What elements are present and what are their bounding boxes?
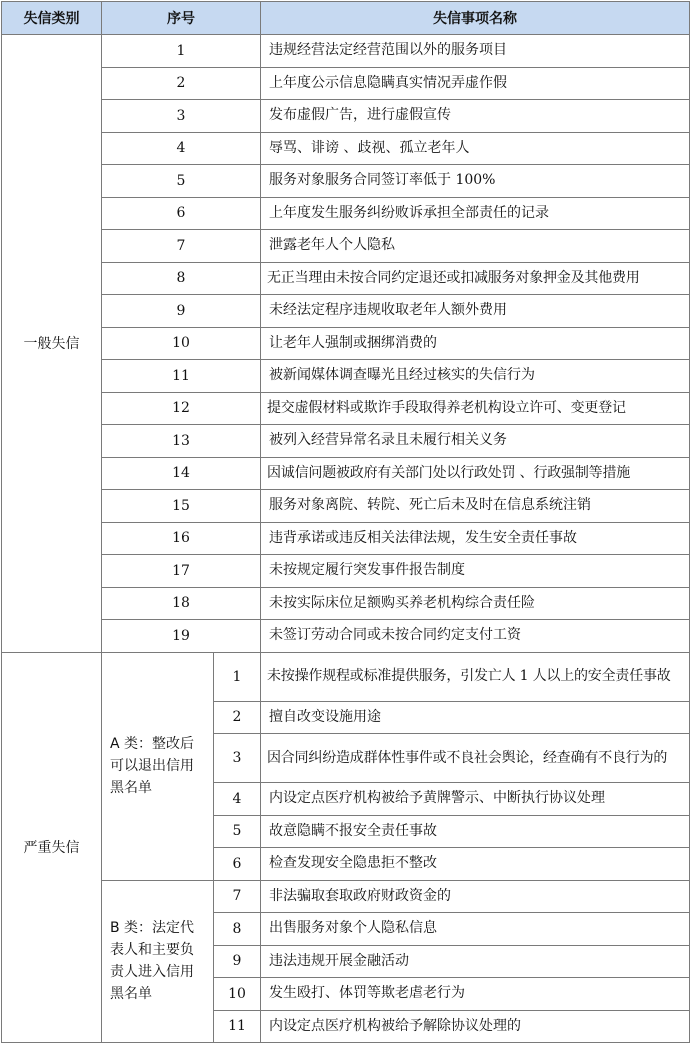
item-cell: 提交虚假材料或欺诈手段取得养老机构设立许可、变更登记 (261, 392, 690, 425)
table-row (2, 230, 690, 263)
serial-cell: 17 (102, 555, 261, 588)
serial-cell: 3 (214, 734, 261, 783)
serial-cell: 3 (102, 100, 261, 133)
table-row (2, 35, 690, 68)
item-cell: 无正当理由未按合同约定退还或扣减服务对象押金及其他费用 (261, 262, 690, 295)
serial-cell: 5 (102, 165, 261, 198)
item-cell: 泄露老年人个人隐私 (261, 230, 690, 263)
table-row (2, 490, 690, 523)
table-row (2, 262, 690, 295)
item-cell: 故意隐瞒不报安全责任事故 (261, 815, 690, 848)
item-cell: 内设定点医疗机构被给予黄牌警示、中断执行协议处理 (261, 783, 690, 816)
item-cell: 让老年人强制或捆绑消费的 (261, 327, 690, 360)
serial-cell: 6 (102, 197, 261, 230)
group-b-label: B 类：法定代表人和主要负责人进入信用黑名单 (102, 880, 214, 1043)
item-cell: 发生殴打、体罚等欺老虐老行为 (261, 978, 690, 1011)
serial-cell: 12 (102, 392, 261, 425)
item-cell: 未按操作规程或标准提供服务，引发亡人 1 人以上的安全责任事故 (261, 652, 690, 701)
item-cell: 上年度发生服务纠纷败诉承担全部责任的记录 (261, 197, 690, 230)
serial-cell: 10 (102, 327, 261, 360)
table-row (2, 165, 690, 198)
table-row (2, 295, 690, 328)
item-cell: 违规经营法定经营范围以外的服务项目 (261, 35, 690, 68)
serial-cell: 16 (102, 522, 261, 555)
serial-cell: 11 (102, 360, 261, 393)
item-cell: 服务对象离院、转院、死亡后未及时在信息系统注销 (261, 490, 690, 523)
item-cell: 因诚信问题被政府有关部门处以行政处罚 、行政强制等措施 (261, 457, 690, 490)
serial-cell: 5 (214, 815, 261, 848)
header-name: 失信事项名称 (261, 2, 690, 35)
table-row (2, 587, 690, 620)
item-cell: 辱骂、诽谤 、歧视、孤立老年人 (261, 132, 690, 165)
table-row (2, 620, 690, 653)
serial-cell: 2 (102, 67, 261, 100)
category-general: 一般失信 (2, 35, 102, 653)
table-row (2, 880, 690, 913)
item-cell: 擅自改变设施用途 (261, 701, 690, 734)
table-row (2, 522, 690, 555)
table-row (2, 67, 690, 100)
serial-cell: 1 (102, 35, 261, 68)
serial-cell: 18 (102, 587, 261, 620)
item-cell: 未按规定履行突发事件报告制度 (261, 555, 690, 588)
serial-cell: 6 (214, 848, 261, 881)
serial-cell: 4 (102, 132, 261, 165)
header-serial: 序号 (102, 2, 261, 35)
serial-cell: 7 (214, 880, 261, 913)
table-row (2, 425, 690, 458)
header-category: 失信类别 (2, 2, 102, 35)
table-row (2, 652, 690, 701)
serial-cell: 7 (102, 230, 261, 263)
serial-cell: 19 (102, 620, 261, 653)
item-cell: 被列入经营异常名录且未履行相关义务 (261, 425, 690, 458)
item-cell: 非法骗取套取政府财政资金的 (261, 880, 690, 913)
item-cell: 内设定点医疗机构被给予解除协议处理的 (261, 1010, 690, 1043)
table-row (2, 132, 690, 165)
item-cell: 违背承诺或违反相关法律法规，发生安全责任事故 (261, 522, 690, 555)
item-cell: 因合同纠纷造成群体性事件或不良社会舆论，经查确有不良行为的 (261, 734, 690, 783)
serial-cell: 11 (214, 1010, 261, 1043)
serial-cell: 8 (214, 913, 261, 946)
item-cell: 未签订劳动合同或未按合同约定支付工资 (261, 620, 690, 653)
serial-cell: 4 (214, 783, 261, 816)
serial-cell: 9 (214, 945, 261, 978)
table-row (2, 197, 690, 230)
serial-cell: 14 (102, 457, 261, 490)
item-cell: 服务对象服务合同签订率低于 100% (261, 165, 690, 198)
table-row (2, 555, 690, 588)
table-row (2, 360, 690, 393)
serial-cell: 2 (214, 701, 261, 734)
serial-cell: 8 (102, 262, 261, 295)
table-row (2, 457, 690, 490)
group-a-label: A 类：整改后可以退出信用黑名单 (102, 652, 214, 880)
item-cell: 出售服务对象个人隐私信息 (261, 913, 690, 946)
item-cell: 上年度公示信息隐瞒真实情况弄虚作假 (261, 67, 690, 100)
serial-cell: 9 (102, 295, 261, 328)
category-serious: 严重失信 (2, 652, 102, 1043)
item-cell: 未经法定程序违规收取老年人额外费用 (261, 295, 690, 328)
serial-cell: 1 (214, 652, 261, 701)
serial-cell: 15 (102, 490, 261, 523)
item-cell: 发布虚假广告，进行虚假宣传 (261, 100, 690, 133)
item-cell: 被新闻媒体调查曝光且经过核实的失信行为 (261, 360, 690, 393)
item-cell: 未按实际床位足额购买养老机构综合责任险 (261, 587, 690, 620)
item-cell: 检查发现安全隐患拒不整改 (261, 848, 690, 881)
serial-cell: 10 (214, 978, 261, 1011)
table-row (2, 100, 690, 133)
table-row (2, 327, 690, 360)
item-cell: 违法违规开展金融活动 (261, 945, 690, 978)
table-row (2, 392, 690, 425)
serial-cell: 13 (102, 425, 261, 458)
credit-violation-table (1, 1, 690, 1043)
